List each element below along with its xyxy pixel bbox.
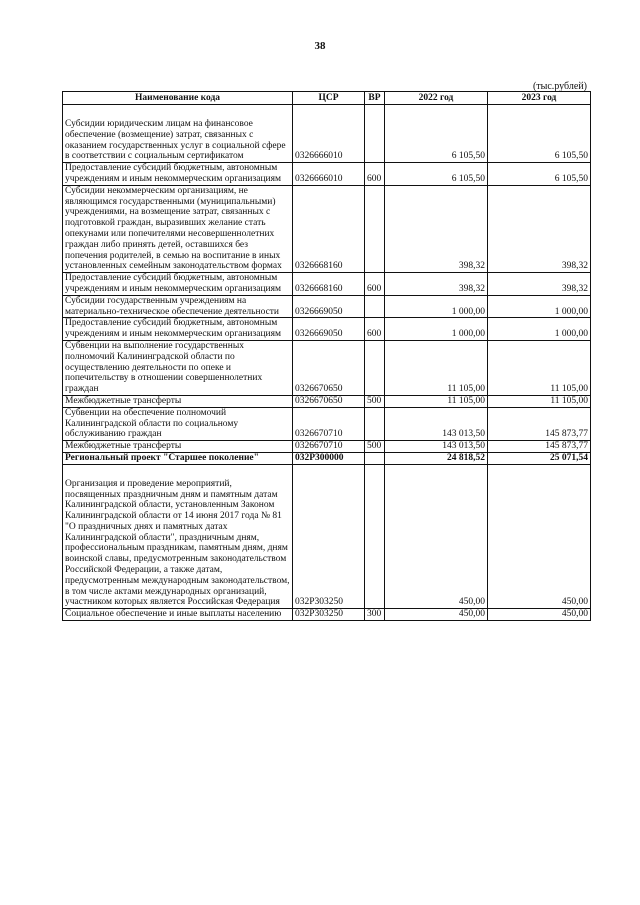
table-row (63, 340, 591, 395)
row-2023-cell: 1 000,00 (488, 318, 591, 341)
row-name-cell: Субвенции на выполнение государственных полномочий Калининградской области по осуществлению деятельности по опеке и попечительству в отношении совершеннолетних граждан (63, 340, 293, 395)
row-2022-cell: 143 013,50 (385, 441, 488, 453)
row-vr-cell: 300 (365, 609, 385, 621)
row-name-cell: Региональный проект "Старшее поколение" (63, 452, 293, 464)
row-2022-cell: 450,00 (385, 609, 488, 621)
row-name-cell: Предоставление субсидий бюджетным, автономным учреждениям и иным некоммерческим организациям (63, 273, 293, 296)
row-2022-cell: 1 000,00 (385, 318, 488, 341)
table-row (63, 452, 591, 464)
table-body (63, 105, 591, 621)
row-2023-cell: 6 105,50 (488, 105, 591, 163)
table-row (63, 395, 591, 407)
row-csr-cell: 0326670650 (293, 395, 365, 407)
table-row (63, 273, 591, 296)
row-2022-cell: 143 013,50 (385, 407, 488, 440)
row-vr-cell: 600 (365, 273, 385, 296)
row-name-cell: Субвенции на обеспечение полномочий Калининградской области по социальному обслуживанию граждан (63, 407, 293, 440)
row-name-cell: Субсидии государственным учреждениям на материально-техническое обеспечение деятельности (63, 295, 293, 318)
row-vr-cell (365, 295, 385, 318)
table-row (63, 295, 591, 318)
row-2022-cell: 450,00 (385, 464, 488, 609)
row-2023-cell: 25 071,54 (488, 452, 591, 464)
header-csr: ЦСР (293, 92, 365, 105)
row-csr-cell: 0326666010 (293, 163, 365, 186)
row-name-cell: Организация и проведение мероприятий, посвященных праздничным дням и памятным датам Калининградской области, установленным Законом Калининградской области от 14 июня 2017 года № 81 "О праздничных днях и памятных датах Калининградской области", праздничным дням, профессиональным праздникам, памятным дням, дням воинской славы, предусмотренным законодательством Российской Федерации, а также датам, предусмотренным международным законодательством, в том числе актами международных организаций, участником которых является Российская Федерация (63, 464, 293, 609)
row-csr-cell: 0326668160 (293, 273, 365, 296)
row-2022-cell: 398,32 (385, 273, 488, 296)
row-csr-cell: 0326670650 (293, 340, 365, 395)
row-2023-cell: 6 105,50 (488, 163, 591, 186)
row-csr-cell: 032P303250 (293, 464, 365, 609)
row-csr-cell: 0326670710 (293, 441, 365, 453)
header-2023: 2023 год (488, 92, 591, 105)
row-vr-cell: 600 (365, 163, 385, 186)
table-row (63, 185, 591, 272)
row-2023-cell: 145 873,77 (488, 441, 591, 453)
row-name-cell: Социальное обеспечение и иные выплаты населению (63, 609, 293, 621)
header-2022: 2022 год (385, 92, 488, 105)
row-vr-cell: 500 (365, 395, 385, 407)
row-2022-cell: 11 105,00 (385, 340, 488, 395)
row-csr-cell: 0326669050 (293, 318, 365, 341)
header-vr: ВР (365, 92, 385, 105)
row-2023-cell: 145 873,77 (488, 407, 591, 440)
row-2022-cell: 24 818,52 (385, 452, 488, 464)
row-vr-cell (365, 407, 385, 440)
page-number: 38 (314, 40, 326, 52)
row-vr-cell (365, 185, 385, 272)
row-csr-cell: 0326668160 (293, 185, 365, 272)
row-2022-cell: 11 105,00 (385, 395, 488, 407)
budget-table (62, 91, 591, 621)
row-2023-cell: 1 000,00 (488, 295, 591, 318)
row-2023-cell: 11 105,00 (488, 340, 591, 395)
row-vr-cell (365, 452, 385, 464)
row-2022-cell: 398,32 (385, 185, 488, 272)
table-row (63, 163, 591, 186)
row-vr-cell: 600 (365, 318, 385, 341)
header-name: Наименование кода (63, 92, 293, 105)
row-name-cell: Предоставление субсидий бюджетным, автономным учреждениям и иным некоммерческим организациям (63, 163, 293, 186)
row-2023-cell: 450,00 (488, 464, 591, 609)
table-row (63, 318, 591, 341)
row-vr-cell: 500 (365, 441, 385, 453)
row-2023-cell: 398,32 (488, 185, 591, 272)
row-2022-cell: 6 105,50 (385, 163, 488, 186)
table-row (63, 441, 591, 453)
row-name-cell: Субсидии юридическим лицам на финансовое обеспечение (возмещение) затрат, связанных с оказанием государственных услуг в социальной сфере в соответствии с социальным сертификатом (63, 105, 293, 163)
row-name-cell: Межбюджетные трансферты (63, 395, 293, 407)
table-row (63, 105, 591, 163)
row-2023-cell: 11 105,00 (488, 395, 591, 407)
row-csr-cell: 0326670710 (293, 407, 365, 440)
table-row (63, 464, 591, 609)
row-2022-cell: 6 105,50 (385, 105, 488, 163)
row-csr-cell: 032P303250 (293, 609, 365, 621)
row-vr-cell (365, 105, 385, 163)
row-csr-cell: 032P300000 (293, 452, 365, 464)
row-2023-cell: 398,32 (488, 273, 591, 296)
row-name-cell: Субсидии некоммерческим организациям, не являющимся государственными (муниципальными) учреждениями, на возмещение затрат, связанных с подготовкой граждан, выразивших желание стать опекунами или попечителями несовершеннолетних граждан либо принять детей, оставшихся без попечения родителей, в семью на воспитание в иных установленных семейным законодательством формах (63, 185, 293, 272)
row-csr-cell: 0326669050 (293, 295, 365, 318)
row-vr-cell (365, 340, 385, 395)
table-row (63, 609, 591, 621)
units-label: (тыс.рублей) (532, 81, 587, 92)
header-row (63, 92, 591, 105)
row-csr-cell: 0326666010 (293, 105, 365, 163)
table-row (63, 407, 591, 440)
row-2022-cell: 1 000,00 (385, 295, 488, 318)
row-2023-cell: 450,00 (488, 609, 591, 621)
row-name-cell: Межбюджетные трансферты (63, 441, 293, 453)
row-name-cell: Предоставление субсидий бюджетным, автономным учреждениям и иным некоммерческим организациям (63, 318, 293, 341)
row-vr-cell (365, 464, 385, 609)
